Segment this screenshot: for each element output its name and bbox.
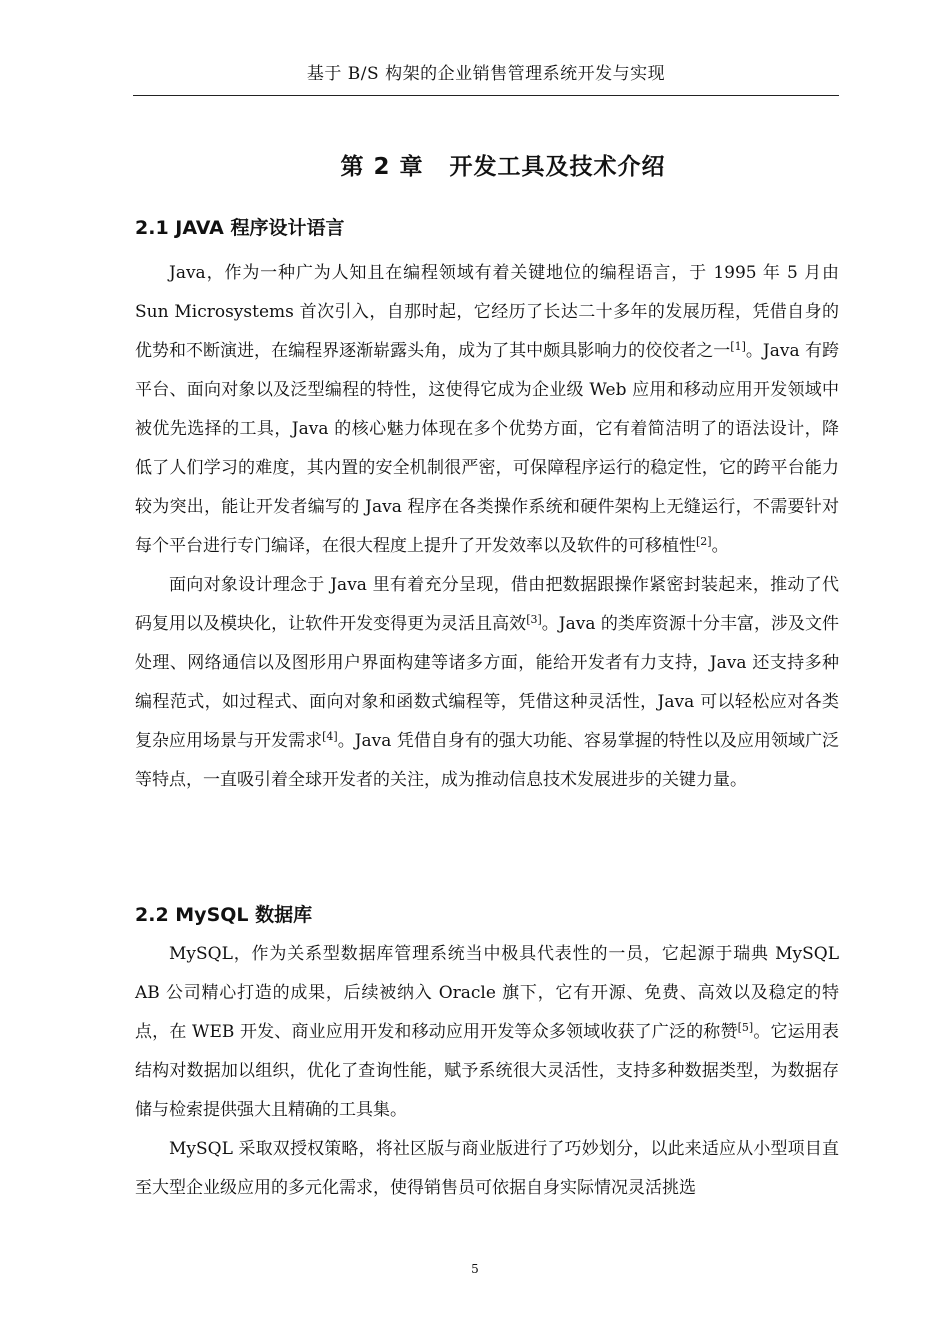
header-divider [133,95,839,96]
paragraph: Java，作为一种广为人知且在编程领域有着关键地位的编程语言，于 1995 年 5 月由 Sun Microsystems 首次引入，自那时起，它经历了长达二十多年的发展历程，凭借自身的优势和不断演进，在编程界逐渐崭露头角，成为了其中颇具影响力的佼佼者之一[1]。Java 有跨平台、面向对象以及泛型编程的特性，这使得它成为企业级 Web 应用和移动应用开发领域中被优先选择的工具，Java 的核心魅力体现在多个优势方面，它有着简洁明了的语法设计，降低了人们学习的难度，其内置的安全机制很严密，可保障程序运行的稳定性，它的跨平台能力较为突出，能让开发者编写的 Java 程序在各类操作系统和硬件架构上无缝运行，不需要针对每个平台进行专门编译，在很大程度上提升了开发效率以及软件的可移植性[2]。 [135,263,840,556]
section-heading-java: 2.1 JAVA 程序设计语言 [135,217,345,239]
running-header: 基于 B/S 构架的企业销售管理系统开发与实现 [306,64,666,84]
chapter-name: 开发工具及技术介绍 [449,154,666,180]
page-number: 5 [471,1262,479,1276]
paragraph: MySQL 采取双授权策略，将社区版与商业版进行了巧妙划分，以此来适应从小型项目直至大型企业级应用的多元化需求，使得销售员可依据自身实际情况灵活挑选 [135,1139,839,1198]
citation: [1] [730,340,746,353]
chapter-number: 第 2 章 [340,154,424,180]
citation: [4] [322,730,338,743]
paragraph: MySQL，作为关系型数据库管理系统当中极具代表性的一员，它起源于瑞典 MySQL AB 公司精心打造的成果，后续被纳入 Oracle 旗下，它有开源、免费、高效以及稳定的特点，在 WEB 开发、商业应用开发和移动应用开发等众多领域收获了广泛的称赞[5]。它运用表结构对数据加以组织，优化了查询性能，赋予系统很大灵活性，支持多种数据类型，为数据存储与检索提供强大且精确的工具集。 [135,944,840,1120]
citation: [2] [696,535,712,548]
chapter-title [133,150,873,184]
citation: [3] [526,613,542,626]
section-body-java [135,254,839,800]
section-body-mysql [135,935,839,1208]
paragraph: 面向对象设计理念于 Java 里有着充分呈现，借由把数据跟操作紧密封装起来，推动了代码复用以及模块化，让软件开发变得更为灵活且高效[3]。Java 的类库资源十分丰富，涉及文件处理、网络通信以及图形用户界面构建等诸多方面，能给开发者有力支持，Java 还支持多种编程范式，如过程式、面向对象和函数式编程等，凭借这种灵活性，Java 可以轻松应对各类复杂应用场景与开发需求[4]。Java 凭借自身有的强大功能、容易掌握的特性以及应用领域广泛等特点，一直吸引着全球开发者的关注，成为推动信息技术发展进步的关键力量。 [135,575,840,790]
citation: [5] [737,1021,754,1034]
section-heading-mysql: 2.2 MySQL 数据库 [135,904,313,926]
